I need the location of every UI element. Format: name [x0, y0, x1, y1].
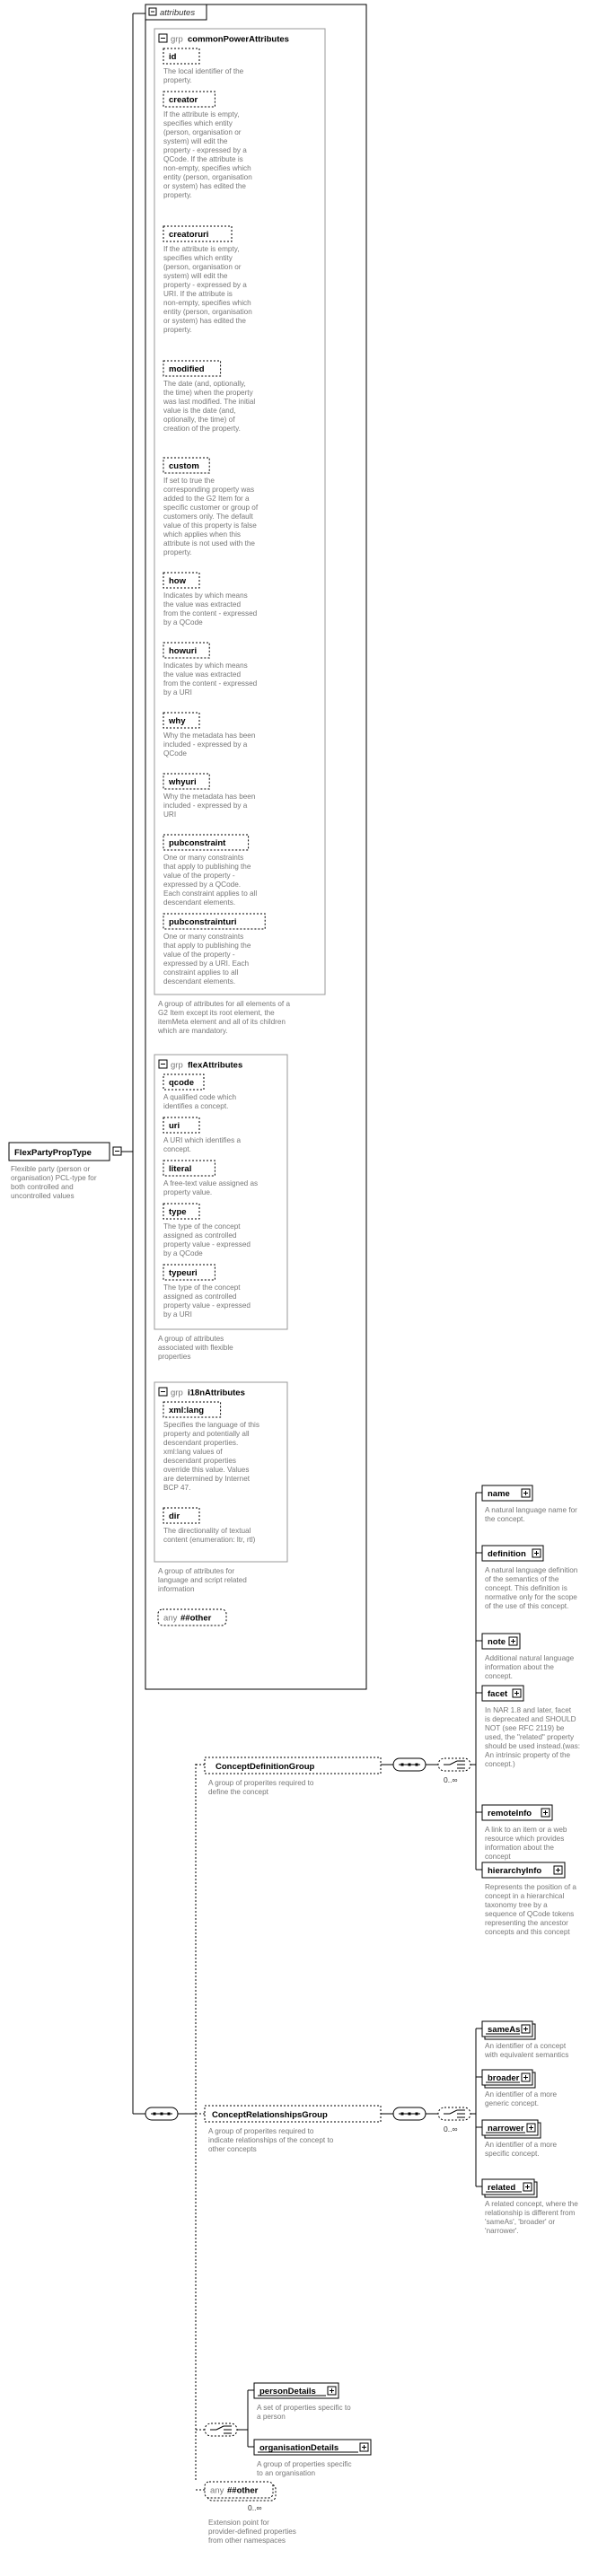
attr-description: creation of the property.	[163, 425, 241, 433]
element-description: A link to an item or a web	[485, 1826, 567, 1834]
attr-description: If the attribute is empty,	[163, 110, 240, 118]
attr-description: The local identifier of the	[163, 67, 244, 75]
any-element-label: ##other	[227, 2485, 259, 2496]
element-organisationDetails-label: organisationDetails	[259, 2443, 339, 2453]
group-description: which are mandatory.	[158, 1027, 228, 1035]
attr-description: BCP 47.	[163, 1484, 191, 1492]
attr-description: the value was extracted	[163, 600, 242, 609]
element-description: concept	[485, 1853, 511, 1861]
group-description: A group of properites required to	[208, 1779, 314, 1787]
attr-typeuri-label: typeuri	[169, 1268, 198, 1278]
attr-xml-lang-label: xml:lang	[169, 1406, 205, 1415]
attr-description: by a URI	[163, 1310, 192, 1319]
group-description: properties	[158, 1353, 191, 1361]
attr-description: QCode. If the attribute is	[163, 155, 243, 163]
attr-description: The type of the concept	[163, 1284, 241, 1292]
element-description: concept in a hierarchical	[485, 1892, 565, 1900]
group-description: information	[158, 1585, 195, 1593]
attr-description: non-empty, specifies which	[163, 164, 251, 172]
attr-description: property.	[163, 76, 192, 84]
group-description: associated with flexible	[158, 1344, 233, 1352]
attr-description: One or many constraints	[163, 933, 244, 941]
element-description: An identifier of a more	[485, 2141, 558, 2149]
element-description: representing the ancestor	[485, 1919, 568, 1927]
attr-pubconstrainturi-label: pubconstrainturi	[169, 917, 237, 927]
attr-description: attribute is not used with the	[163, 539, 255, 548]
attr-description: The date (and, optionally,	[163, 380, 246, 388]
attr-description: One or many constraints	[163, 854, 244, 862]
attr-description: value of the property -	[163, 872, 235, 880]
any-attribute-label: ##other	[180, 1613, 212, 1624]
attr-description: value is the date (and,	[163, 407, 236, 415]
attr-description: property.	[163, 326, 192, 334]
element-description: used, the "related" property	[485, 1733, 575, 1741]
attr-modified-label: modified	[169, 364, 205, 374]
attr-description: xml:lang values of	[163, 1448, 223, 1456]
attr-description: value of this property is false	[163, 521, 257, 530]
element-description: NOT (see RFC 2119) be	[485, 1724, 565, 1732]
attr-description: A qualified code which	[163, 1093, 237, 1101]
attr-description: If set to true the	[163, 477, 215, 485]
attr-description: constraint applies to all	[163, 968, 239, 977]
attr-description: Each constraint applies to all	[163, 889, 258, 898]
any-prefix: any	[210, 2485, 224, 2496]
element-description: of the use of this concept.	[485, 1602, 569, 1610]
attr-why-label: why	[169, 716, 186, 726]
attr-howuri-label: howuri	[169, 646, 198, 656]
attr-uri-label: uri	[169, 1121, 180, 1131]
attr-description: descendant elements.	[163, 898, 236, 907]
occurrence-label: 0..∞	[444, 2125, 458, 2134]
attr-description: Why the metadata has been	[163, 793, 256, 801]
sequence-dot	[416, 2113, 418, 2116]
attr-description: system) will edit the	[163, 137, 228, 145]
attr-description: A URI which identifies a	[163, 1136, 242, 1144]
group-description: other concepts	[208, 2145, 257, 2153]
element-facet-label: facet	[488, 1689, 508, 1699]
attr-description: descendant properties.	[163, 1439, 239, 1447]
occurrence-label: 0..∞	[248, 2503, 262, 2512]
sequence-dot	[409, 1764, 411, 1766]
choice-icon	[438, 2107, 470, 2120]
choice-icon	[438, 1758, 470, 1771]
attr-description: Indicates by which means	[163, 662, 248, 670]
element-description: 'narrower'.	[485, 2227, 519, 2235]
element-description: An identifier of a concept	[485, 2042, 567, 2050]
element-description: A natural language name for	[485, 1506, 577, 1514]
group-title-commonPowerAttributes: commonPowerAttributes	[188, 34, 289, 45]
root-description: uncontrolled values	[11, 1192, 75, 1200]
attr-description: URI	[163, 810, 177, 819]
attr-description: (person, organisation or	[163, 128, 242, 136]
element-broader-label: broader	[488, 2073, 520, 2083]
element-description: A group of properties specific	[257, 2460, 352, 2468]
attr-description: assigned as controlled	[163, 1231, 237, 1240]
element-description: is deprecated and SHOULD	[485, 1715, 576, 1723]
root-description: Flexible party (person or	[11, 1165, 91, 1173]
attr-description: assigned as controlled	[163, 1292, 237, 1301]
attr-literal-label: literal	[169, 1164, 192, 1174]
attr-description: system) will edit the	[163, 272, 228, 280]
attr-description: identifies a concept.	[163, 1102, 229, 1110]
attr-description: property.	[163, 548, 192, 556]
any-element-description: provider-defined properties	[208, 2528, 296, 2536]
element-definition-label: definition	[488, 1549, 526, 1559]
element-description: concept. This definition is	[485, 1584, 567, 1592]
element-remoteInfo-label: remoteInfo	[488, 1809, 532, 1818]
group-description: define the concept	[208, 1788, 268, 1796]
group-title-ConceptDefinitionGroup: ConceptDefinitionGroup	[215, 1762, 315, 1772]
attr-description: specifies which entity	[163, 119, 233, 127]
element-description: Represents the position of a	[485, 1883, 576, 1891]
attr-description: Why the metadata has been	[163, 732, 256, 740]
attr-description: entity (person, organisation	[163, 173, 252, 181]
group-description: itemMeta element and all of its children	[158, 1018, 286, 1026]
element-description: A set of properties specific to	[257, 2404, 351, 2412]
attr-description: the time) when the property	[163, 389, 253, 397]
element-description: information about the	[485, 1844, 554, 1852]
root-element-label: FlexPartyPropType	[14, 1148, 92, 1158]
attr-description: from the content - expressed	[163, 679, 258, 688]
attr-description: or system) has edited the	[163, 317, 246, 325]
attr-description: Specifies the language of this	[163, 1421, 259, 1429]
occurrence-label: 0..∞	[444, 1775, 458, 1784]
element-name-label: name	[488, 1489, 510, 1499]
attr-type-label: type	[169, 1207, 187, 1217]
attr-description: optionally, the time) of	[163, 416, 235, 424]
element-description: the concept.	[485, 1515, 525, 1523]
element-hierarchyInfo-label: hierarchyInfo	[488, 1866, 542, 1876]
attr-description: property - expressed by a	[163, 146, 247, 154]
group-title-i18nAttributes: i18nAttributes	[188, 1388, 245, 1398]
attr-description: (person, organisation or	[163, 263, 242, 271]
element-description: specific concept.	[485, 2150, 540, 2158]
grp-prefix: grp	[171, 34, 183, 45]
element-description: A natural language definition	[485, 1566, 578, 1574]
attr-pubconstraint-label: pubconstraint	[169, 838, 226, 848]
attr-description: descendant properties	[163, 1457, 237, 1465]
element-description: should be used instead.(was:	[485, 1742, 581, 1750]
attr-description: entity (person, organisation	[163, 308, 252, 316]
element-description: a person	[257, 2413, 286, 2421]
any-element-description: from other namespaces	[208, 2537, 286, 2545]
element-description: sequence of QCode tokens	[485, 1910, 575, 1918]
attr-description: expressed by a URI. Each	[163, 959, 250, 968]
attr-description: which applies when this	[163, 530, 242, 539]
attr-description: property value - expressed	[163, 1240, 251, 1249]
element-description: generic concept.	[485, 2099, 540, 2107]
element-description: Additional natural language	[485, 1654, 575, 1662]
attr-description: that apply to publishing the	[163, 942, 251, 950]
attr-description: by a QCode	[163, 1249, 203, 1257]
attr-creator-label: creator	[169, 95, 198, 105]
sequence-dot	[401, 2113, 404, 2116]
attr-description: are determined by Internet	[163, 1475, 251, 1483]
group-description: indicate relationships of the concept to	[208, 2136, 334, 2144]
element-description: information about the	[485, 1663, 554, 1671]
attr-id-label: id	[169, 52, 177, 62]
any-element-description: Extension point for	[208, 2519, 269, 2527]
details-choice-icon	[205, 2423, 237, 2436]
element-description: concepts and this concept	[485, 1928, 570, 1936]
sequence-dot	[416, 1764, 418, 1766]
attr-qcode-label: qcode	[169, 1078, 194, 1088]
element-description: of the semantics of the	[485, 1575, 559, 1583]
attr-description: non-empty, specifies which	[163, 299, 251, 307]
attr-dir-label: dir	[169, 1511, 180, 1521]
element-description: 'sameAs', 'broader' or	[485, 2218, 556, 2226]
attr-description: from the content - expressed	[163, 609, 258, 618]
attr-description: expressed by a QCode.	[163, 881, 242, 889]
attr-description: added to the G2 Item for a	[163, 495, 250, 503]
element-description: taxonomy tree by a	[485, 1901, 548, 1909]
attr-description: corresponding property was	[163, 486, 255, 494]
element-personDetails-label: personDetails	[259, 2387, 316, 2396]
attr-creatoruri-label: creatoruri	[169, 230, 209, 240]
attr-description: that apply to publishing the	[163, 863, 251, 871]
attr-description: customers only. The default	[163, 513, 253, 521]
root-description: organisation) PCL-type for	[11, 1174, 97, 1182]
attr-description: value of the property -	[163, 951, 235, 959]
group-description: A group of attributes for	[158, 1567, 235, 1575]
element-narrower-label: narrower	[488, 2124, 524, 2134]
element-note-label: note	[488, 1637, 506, 1647]
element-description: An intrinsic property of the	[485, 1751, 571, 1759]
group-description: A group of attributes for all elements of a	[158, 1000, 291, 1008]
attr-description: Indicates by which means	[163, 591, 248, 600]
sequence-dot	[401, 1764, 404, 1766]
group-description: language and script related	[158, 1576, 247, 1584]
attr-description: by a URI	[163, 688, 192, 697]
attr-description: property and potentially all	[163, 1430, 250, 1438]
attr-description: or system) has edited the	[163, 182, 246, 190]
attr-description: specifies which entity	[163, 254, 233, 262]
element-description: concept.)	[485, 1760, 515, 1768]
group-description: G2 Item except its root element, the	[158, 1009, 275, 1017]
attr-description: concept.	[163, 1145, 191, 1153]
element-sameAs-label: sameAs	[488, 2025, 521, 2035]
attr-description: A free-text value assigned as	[163, 1179, 259, 1187]
element-description: normative only for the scope	[485, 1593, 577, 1601]
attr-description: property - expressed by a	[163, 281, 247, 289]
element-description: to an organisation	[257, 2469, 316, 2477]
grp-prefix: grp	[171, 1060, 183, 1071]
attr-description: was last modified. The initial	[163, 398, 256, 406]
attr-description: property value - expressed	[163, 1301, 251, 1310]
attr-description: QCode	[163, 749, 187, 758]
attr-description: If the attribute is empty,	[163, 245, 240, 253]
attr-description: The type of the concept	[163, 1222, 241, 1231]
attr-description: included - expressed by a	[163, 740, 248, 749]
sequence-dot	[409, 2113, 411, 2116]
group-title-ConceptRelationshipsGroup: ConceptRelationshipsGroup	[212, 2110, 328, 2120]
attr-description: property value.	[163, 1188, 213, 1196]
attr-description: by a QCode	[163, 618, 203, 626]
element-description: relationship is different from	[485, 2209, 576, 2217]
element-description: An identifier of a more	[485, 2090, 558, 2098]
sequence-dot	[168, 2113, 171, 2116]
attr-description: specific customer or group of	[163, 504, 259, 512]
attributes-label: attributes	[160, 8, 196, 18]
attr-description: content (enumeration: ltr, rtl)	[163, 1536, 256, 1544]
element-description: concept.	[485, 1672, 513, 1680]
group-title-flexAttributes: flexAttributes	[188, 1060, 243, 1071]
attr-whyuri-label: whyuri	[169, 777, 197, 787]
attr-description: included - expressed by a	[163, 802, 248, 810]
element-description: resource which provides	[485, 1835, 565, 1843]
element-description: A related concept, where the	[485, 2200, 578, 2208]
attr-description: override this value. Values	[163, 1466, 250, 1474]
any-prefix: any	[163, 1613, 178, 1624]
attr-description: The directionality of textual	[163, 1527, 251, 1535]
attr-custom-label: custom	[169, 461, 199, 471]
grp-prefix: grp	[171, 1388, 183, 1398]
sequence-dot	[154, 2113, 156, 2116]
root-description: both controlled and	[11, 1183, 74, 1191]
group-description: A group of attributes	[158, 1335, 224, 1343]
element-description: with equivalent semantics	[485, 2051, 569, 2059]
sequence-dot	[161, 2113, 163, 2116]
attr-description: descendant elements.	[163, 977, 236, 986]
attr-how-label: how	[169, 576, 186, 586]
attr-description: property.	[163, 191, 192, 199]
group-description: A group of properites required to	[208, 2127, 314, 2135]
element-description: In NAR 1.8 and later, facet	[485, 1706, 572, 1714]
attr-description: the value was extracted	[163, 670, 242, 679]
element-related-label: related	[488, 2183, 516, 2193]
attr-description: URI. If the attribute is	[163, 290, 233, 298]
